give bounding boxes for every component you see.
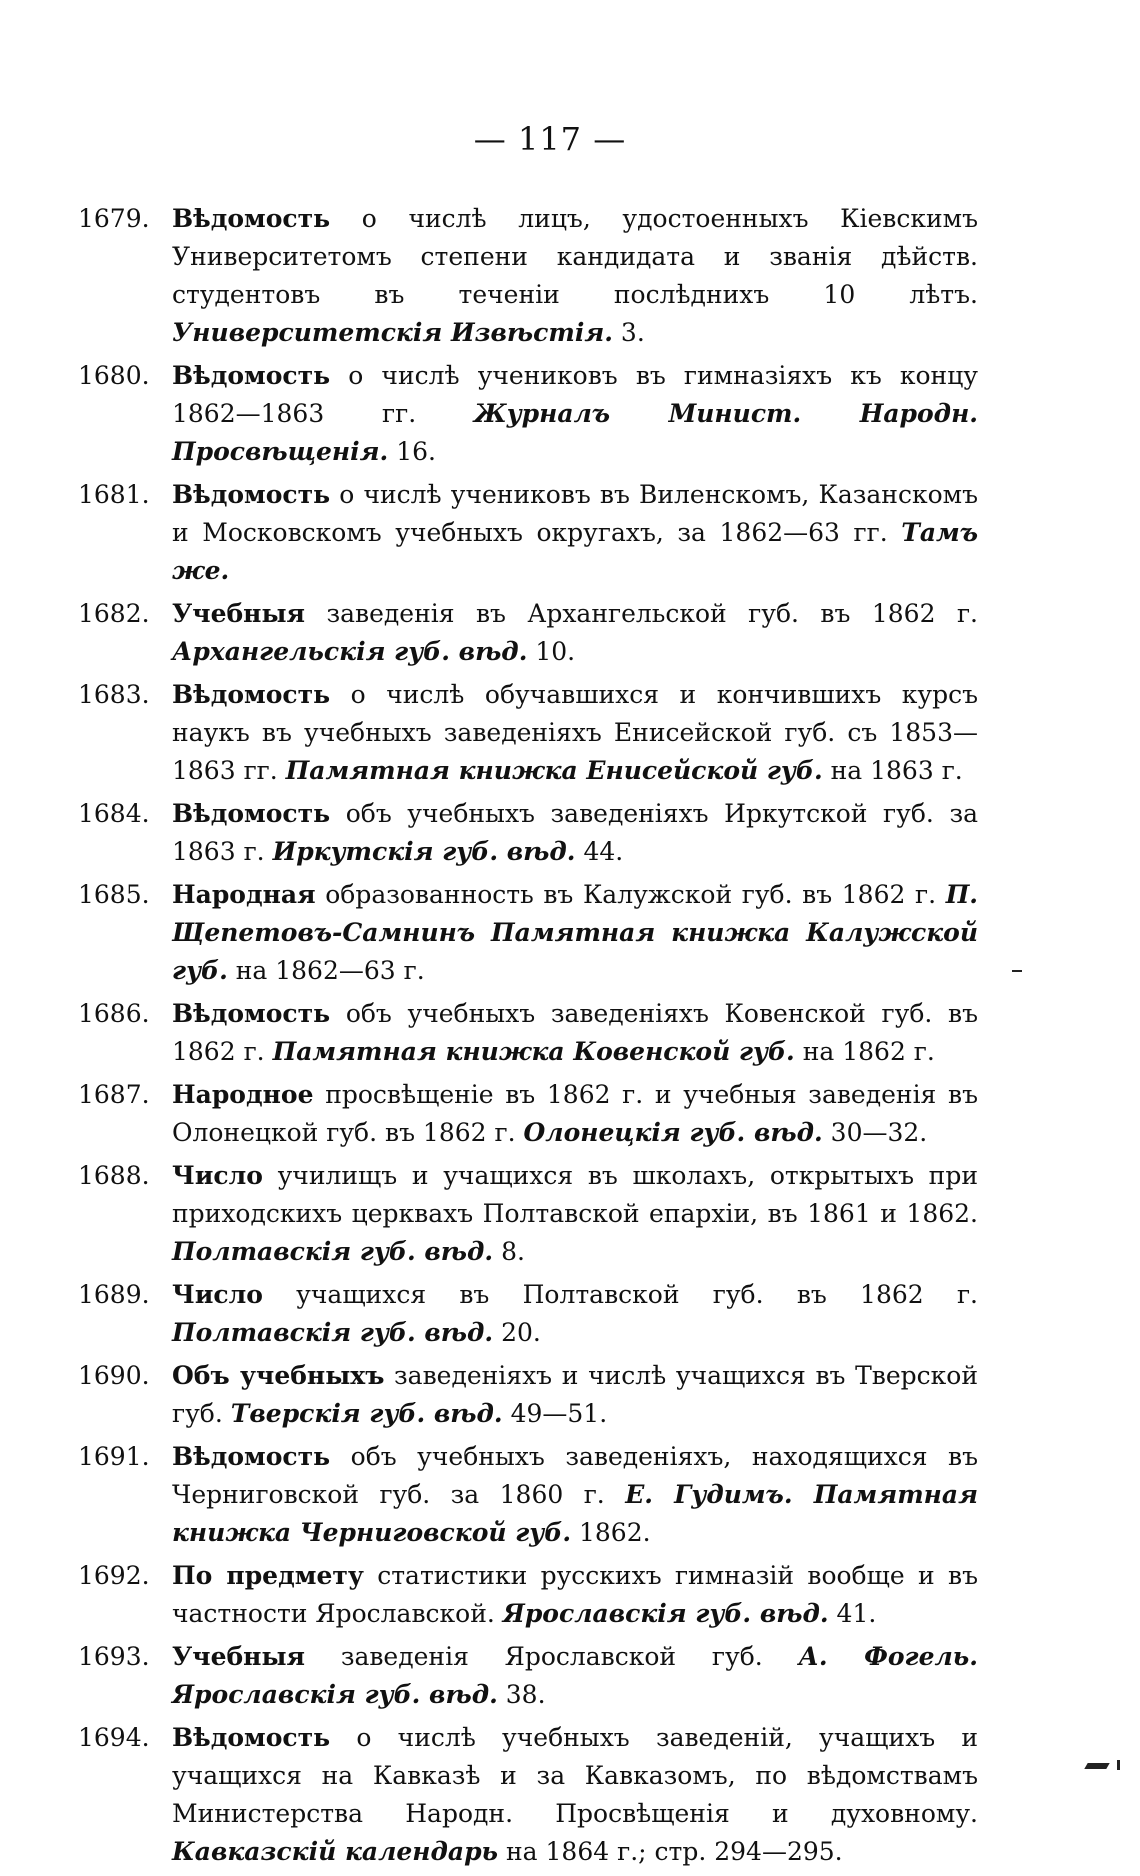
entry-body <box>172 357 978 471</box>
entry-number: 1682. <box>78 599 150 628</box>
entry-body <box>172 1638 978 1714</box>
entry-text: просвѣщеніе въ 1862 г. и учебныя заведенія въ Олонецкой губ. въ 1862 г. <box>172 1080 978 1147</box>
entry-number: 1691. <box>78 1442 150 1471</box>
entry-number: 1686. <box>78 999 150 1028</box>
entry-text: учащихся въ Полтавской губ. въ 1862 г. <box>296 1280 978 1309</box>
entry-text: статистики русскихъ гимназій вообще и въ частности Ярославской. <box>172 1561 978 1628</box>
entry-item <box>78 1276 978 1352</box>
entry-number: 1684. <box>78 799 150 828</box>
entry-body <box>172 1276 978 1352</box>
entry-body <box>172 476 978 590</box>
entry-tail: 41. <box>836 1599 877 1628</box>
entry-keyword: Число <box>172 1161 263 1190</box>
entry-number: 1689. <box>78 1280 150 1309</box>
entry-source: Архангельскія губ. вѣд. <box>172 637 528 666</box>
entry-body <box>172 1157 978 1271</box>
entry-item <box>78 595 978 671</box>
entry-keyword: Объ учебныхъ <box>172 1361 385 1390</box>
entry-text: объ учебныхъ заведеніяхъ Ковенской губ. въ 1862 г. <box>172 999 978 1066</box>
print-speck <box>1117 1760 1120 1770</box>
entry-text: о числѣ лицъ, удостоенныхъ Кіевскимъ Университетомъ степени кандидата и званія дѣйств. студентовъ въ теченіи послѣднихъ 10 лѣтъ. <box>172 204 978 309</box>
entry-tail: 38. <box>505 1680 546 1709</box>
entry-keyword: Народное <box>172 1080 314 1109</box>
entry-keyword: Народная <box>172 880 316 909</box>
entry-source: Памятная книжка Ковенской губ. <box>272 1037 795 1066</box>
entry-body <box>172 1719 978 1871</box>
entry-tail: на 1862—63 г. <box>235 956 425 985</box>
entry-text: объ учебныхъ заведеніяхъ Иркутской губ. за 1863 г. <box>172 799 978 866</box>
entry-body <box>172 200 978 352</box>
entry-keyword: Вѣдомость <box>172 999 331 1028</box>
entry-keyword: Вѣдомость <box>172 680 331 709</box>
entry-tail: 44. <box>583 837 624 866</box>
entry-item <box>78 1638 978 1714</box>
entry-item <box>78 1157 978 1271</box>
entry-source: Полтавскія губ. вѣд. <box>172 1318 494 1347</box>
entry-item <box>78 1438 978 1552</box>
entry-tail: 49—51. <box>510 1399 608 1428</box>
entry-item <box>78 1719 978 1871</box>
entry-item <box>78 876 978 990</box>
entry-keyword: Учебныя <box>172 599 305 628</box>
entry-source: Е. Гудимъ. Памятная книжка Черниговской губ. <box>172 1480 978 1547</box>
entry-item <box>78 200 978 352</box>
entry-text: училищъ и учащихся въ школахъ, открытыхъ при приходскихъ церквахъ Полтавской епархіи, въ 1861 и 1862. <box>172 1161 978 1228</box>
entry-keyword: Учебныя <box>172 1642 305 1671</box>
entry-number: 1693. <box>78 1642 150 1671</box>
entry-text: заведеніяхъ и числѣ учащихся въ Тверской губ. <box>172 1361 978 1428</box>
entry-body <box>172 1557 978 1633</box>
print-speck <box>1084 1763 1109 1769</box>
entry-text: образованность въ Калужской губ. въ 1862 г. <box>325 880 937 909</box>
entry-body <box>172 795 978 871</box>
entry-text: заведенія въ Архангельской губ. въ 1862 г. <box>326 599 978 628</box>
entry-text: объ учебныхъ заведеніяхъ, находящихся въ Черниговской губ. за 1860 г. <box>172 1442 978 1509</box>
entry-keyword: Вѣдомость <box>172 480 331 509</box>
entry-item <box>78 1557 978 1633</box>
entry-source: А. Фогель. Ярославскія губ. вѣд. <box>172 1642 978 1709</box>
entry-keyword: Вѣдомость <box>172 1442 331 1471</box>
entry-number: 1694. <box>78 1723 150 1752</box>
entry-source: Памятная книжка Енисейской губ. <box>285 756 823 785</box>
entry-keyword: Число <box>172 1280 263 1309</box>
entry-body <box>172 876 978 990</box>
entry-number: 1685. <box>78 880 150 909</box>
entry-item <box>78 676 978 790</box>
entry-number: 1687. <box>78 1080 150 1109</box>
entry-number: 1692. <box>78 1561 150 1590</box>
entry-item <box>78 995 978 1071</box>
entry-item <box>78 476 978 590</box>
entry-body <box>172 1438 978 1552</box>
entry-source: Журналъ Минист. Народн. Просвѣщенія. <box>172 399 978 466</box>
entry-item <box>78 1076 978 1152</box>
entry-text: о числѣ обучавшихся и кончившихъ курсъ наукъ въ учебныхъ заведеніяхъ Енисейской губ. съ 1853—1863 гг. <box>172 680 978 785</box>
entry-text: о числѣ учебныхъ заведеній, учащихъ и учащихся на Кавказѣ и за Кавказомъ, по вѣдомствамъ Министерства Народн. Просвѣщенія и духовному. <box>172 1723 978 1828</box>
entry-number: 1681. <box>78 480 150 509</box>
entry-source: Ярославскія губ. вѣд. <box>502 1599 829 1628</box>
entry-item <box>78 357 978 471</box>
entry-keyword: Вѣдомость <box>172 361 331 390</box>
entry-tail: 20. <box>501 1318 541 1347</box>
entry-number: 1690. <box>78 1361 150 1390</box>
entry-number: 1688. <box>78 1161 150 1190</box>
entry-body <box>172 595 978 671</box>
entry-source: Иркутскія губ. вѣд. <box>272 837 576 866</box>
entry-source: Кавказскій календарь <box>172 1837 499 1866</box>
entry-keyword: Вѣдомость <box>172 1723 331 1752</box>
entry-tail: 8. <box>501 1237 525 1266</box>
entry-tail: 30—32. <box>830 1118 928 1147</box>
entry-text: заведенія Ярославской губ. <box>340 1642 763 1671</box>
entry-text: о числѣ учениковъ въ гимназіяхъ къ концу 1862—1863 гг. <box>172 361 978 428</box>
entry-source: Тверскія губ. вѣд. <box>230 1399 503 1428</box>
entry-body <box>172 995 978 1071</box>
entry-body <box>172 676 978 790</box>
entry-source: Университетскія Извѣстія. <box>172 318 613 347</box>
entry-keyword: Вѣдомость <box>172 799 331 828</box>
entry-list <box>78 200 978 1876</box>
page-number: — 117 — <box>473 120 627 158</box>
entry-tail: 3. <box>620 318 645 347</box>
entry-tail: 10. <box>535 637 576 666</box>
entry-item <box>78 1357 978 1433</box>
entry-number: 1683. <box>78 680 150 709</box>
entry-tail: на 1864 г.; стр. 294—295. <box>506 1837 843 1866</box>
entry-tail: 16. <box>396 437 436 466</box>
entry-source: Тамъ же. <box>172 518 978 585</box>
entry-item <box>78 795 978 871</box>
entry-tail: на 1863 г. <box>830 756 963 785</box>
entry-source: Полтавскія губ. вѣд. <box>172 1237 494 1266</box>
entry-keyword: По предмету <box>172 1561 364 1590</box>
entry-body <box>172 1076 978 1152</box>
entry-tail: 1862. <box>578 1518 651 1547</box>
print-speck <box>1012 970 1022 972</box>
entry-source: Олонецкія губ. вѣд. <box>523 1118 823 1147</box>
entry-keyword: Вѣдомость <box>172 204 331 233</box>
entry-tail: на 1862 г. <box>802 1037 935 1066</box>
entry-source: П. Щепетовъ-Самнинъ Памятная книжка Калужской губ. <box>172 880 979 985</box>
entry-number: 1679. <box>78 204 150 233</box>
entry-text: о числѣ учениковъ въ Виленскомъ, Казанскомъ и Московскомъ учебныхъ округахъ, за 1862—63 гг. <box>172 480 978 547</box>
entry-body <box>172 1357 978 1433</box>
entry-number: 1680. <box>78 361 150 390</box>
